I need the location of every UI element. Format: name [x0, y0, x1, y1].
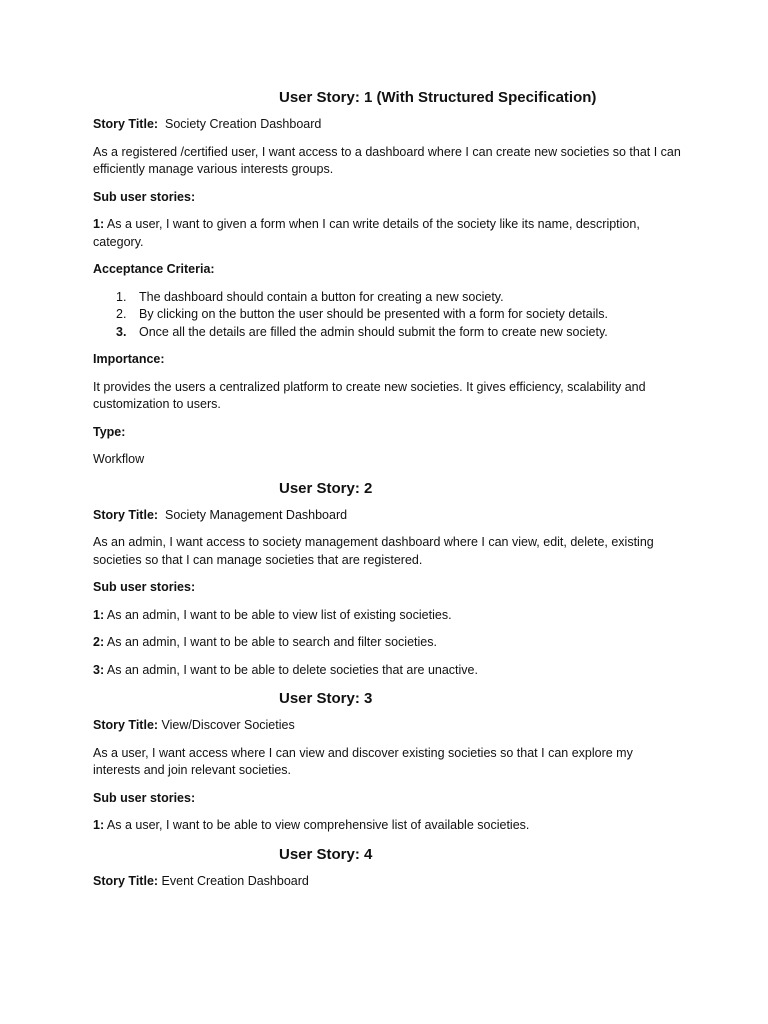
story-title-value: Society Creation Dashboard — [165, 117, 322, 131]
story-title-value: View/Discover Societies — [161, 718, 295, 732]
story-4-heading: User Story: 4 — [279, 845, 373, 863]
story-4-title-line — [93, 873, 683, 891]
sub-story-number: 1: — [93, 818, 105, 832]
sub-story-text: As a user, I want to given a form when I can write details of the society like its name, description, category. — [93, 217, 640, 249]
acceptance-text: The dashboard should contain a button for creating a new society. — [139, 289, 504, 304]
story-3-heading: User Story: 3 — [279, 690, 373, 707]
type-value: Workflow — [93, 452, 145, 466]
type-label: Type: — [93, 424, 126, 439]
acceptance-text: Once all the details are filled the admin should submit the form to create new society. — [139, 324, 608, 339]
importance-label: Importance: — [93, 352, 165, 366]
sub-user-stories-label: Sub user stories: — [93, 580, 196, 594]
acceptance-criteria-label: Acceptance Criteria: — [93, 262, 215, 276]
sub-story-item — [93, 216, 683, 251]
sub-user-stories-label: Sub user stories: — [93, 790, 196, 805]
acceptance-item — [93, 324, 683, 342]
sub-story-text: As a user, I want to be able to view comprehensive list of available societies. — [106, 818, 530, 832]
story-title-value: Society Management Dashboard — [165, 507, 348, 522]
sub-story-text: As an admin, I want to be able to delete societies that are unactive. — [106, 662, 478, 677]
story-1-heading: User Story: 1 (With Structured Specification) — [279, 89, 597, 106]
story-title-label: Story Title: — [93, 873, 159, 888]
story-title-label: Story Title: — [93, 117, 159, 131]
story-title-label: Story Title: — [93, 507, 159, 522]
sub-story-number: 1: — [93, 217, 105, 231]
story-title-label: Story Title: — [93, 718, 159, 732]
story-1-title-line — [93, 116, 683, 134]
acceptance-item — [93, 289, 683, 307]
sub-story-item — [93, 607, 683, 625]
acceptance-item — [93, 306, 683, 324]
acceptance-criteria-list — [93, 289, 683, 342]
sub-story-number: 3: — [93, 662, 105, 677]
story-3-title-line — [93, 717, 683, 735]
story-1-description: As a registered /certified user, I want access to a dashboard where I can create new societies so that I can efficiently manage various interests groups. — [93, 144, 681, 176]
sub-user-stories-label: Sub user stories: — [93, 189, 196, 204]
sub-story-number: 2: — [93, 635, 105, 649]
acceptance-number: 1. — [116, 289, 127, 304]
sub-story-item — [93, 634, 683, 652]
story-3-description: As a user, I want access where I can view and discover existing societies so that I can explore my interests and join relevant societies. — [93, 745, 633, 777]
document-page — [93, 88, 683, 900]
acceptance-number: 2. — [116, 307, 127, 321]
importance-text: It provides the users a centralized platform to create new societies. It gives efficiency, scalability and customization to users. — [93, 379, 646, 411]
story-2-title-line — [93, 507, 683, 525]
sub-story-text: As an admin, I want to be able to view list of existing societies. — [106, 607, 452, 622]
sub-story-text: As an admin, I want to be able to search and filter societies. — [106, 635, 437, 649]
story-2-description: As an admin, I want access to society management dashboard where I can view, edit, delete, existing societies so that I can manage societies that are registered. — [93, 535, 654, 567]
sub-story-item — [93, 817, 683, 835]
acceptance-text: By clicking on the button the user should be presented with a form for society details. — [139, 307, 609, 321]
sub-story-item — [93, 662, 683, 680]
acceptance-number: 3. — [116, 324, 127, 339]
sub-story-number: 1: — [93, 607, 105, 622]
story-title-value: Event Creation Dashboard — [161, 873, 309, 888]
story-2-heading: User Story: 2 — [279, 479, 373, 497]
